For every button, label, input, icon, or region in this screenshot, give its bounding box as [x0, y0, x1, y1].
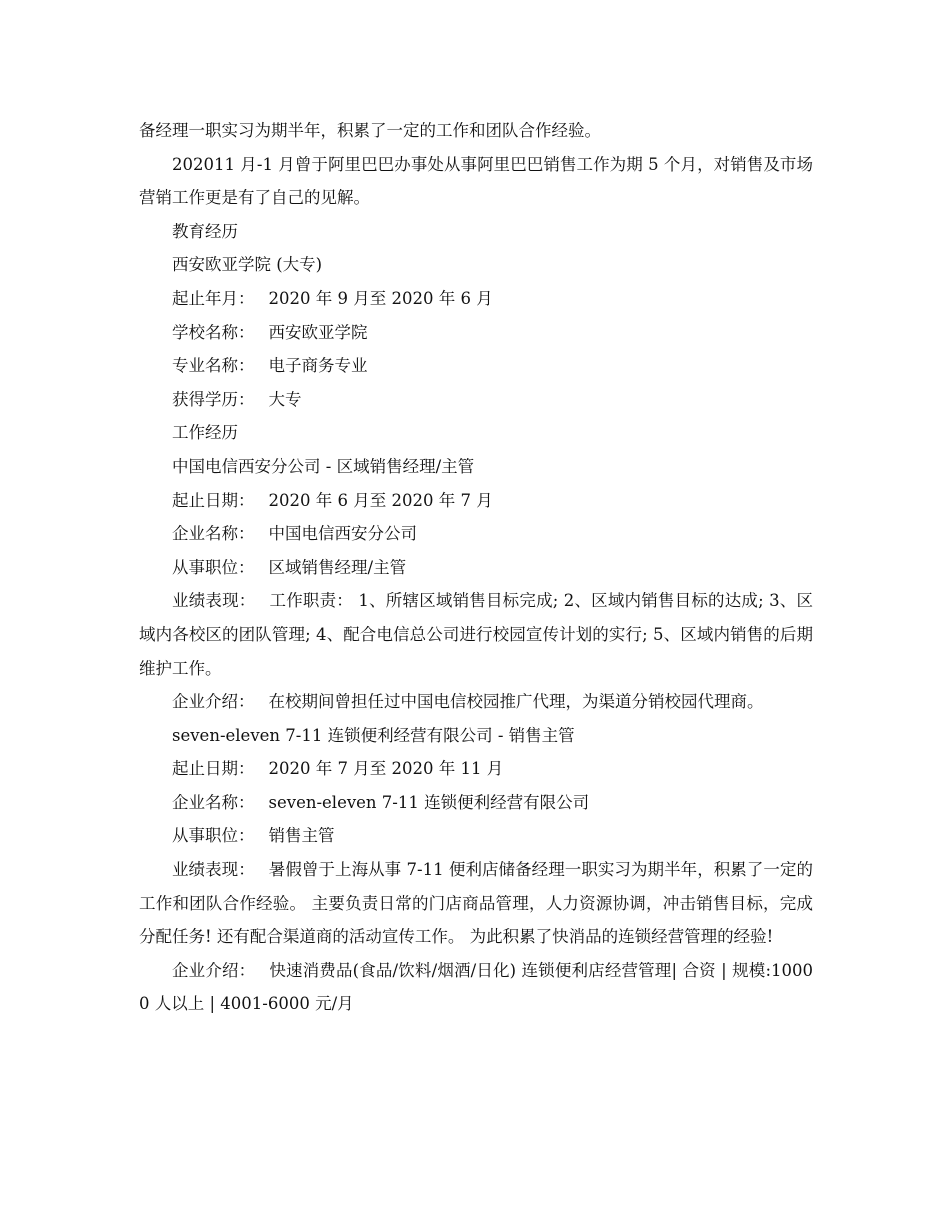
field-value: 2020 年 7 月至 2020 年 11 月 — [268, 759, 504, 779]
field-row — [139, 282, 813, 316]
field-value: 电子商务专业 — [268, 356, 368, 376]
field-label: 获得学历： — [172, 389, 255, 409]
field-row — [139, 819, 813, 853]
field-value: 西安欧亚学院 — [268, 322, 368, 342]
paragraph-text: 202011 月-1 月曾于阿里巴巴办事处从事阿里巴巴销售工作为期 5 个月，对销售及市场营销工作更是有了自己的见解。 — [139, 154, 813, 208]
section-heading-work: 工作经历 — [172, 423, 238, 443]
long-field-paragraph — [139, 685, 813, 719]
field-value: 快速消费品(食品/饮料/烟酒/日化) 连锁便利店经营管理| 合资 | 规模:10000 人以上 | 4001-6000 元/月 — [139, 960, 814, 1014]
field-label: 业绩表现： — [172, 860, 255, 880]
field-label: 企业介绍： — [172, 692, 255, 712]
field-value: 区域销售经理/主管 — [268, 557, 407, 577]
field-label: 起止日期： — [172, 490, 255, 510]
field-label: 企业名称： — [172, 524, 255, 544]
field-label: 企业介绍： — [172, 960, 256, 980]
school-heading: 西安欧亚学院 (大专) — [172, 255, 323, 275]
field-value: 暑假曾于上海从事 7-11 便利店储备经理一职实习为期半年，积累了一定的工作和团队合作经验。 主要负责日常的门店商品管理，人力资源协调，冲击销售目标，完成分配任务! 还有配合渠道商的活动宣传工作。 为此积累了快消品的连锁经营管理的经验! — [139, 860, 814, 947]
job-heading: seven-eleven 7-11 连锁便利经营有限公司 - 销售主管 — [172, 725, 575, 745]
field-label: 从事职位： — [172, 826, 255, 846]
document-body — [139, 114, 813, 1021]
field-row — [139, 551, 813, 585]
field-label: 起止日期： — [172, 759, 255, 779]
field-label: 企业名称： — [172, 792, 255, 812]
continuation-text: 备经理一职实习为期半年，积累了一定的工作和团队合作经验。 — [139, 121, 601, 140]
field-value: 中国电信西安分公司 — [268, 524, 418, 544]
field-label: 业绩表现： — [172, 591, 256, 611]
field-value: 2020 年 9 月至 2020 年 6 月 — [268, 288, 493, 308]
field-row — [139, 517, 813, 551]
field-row — [139, 484, 813, 518]
field-label: 专业名称： — [172, 356, 255, 376]
field-row — [139, 349, 813, 383]
field-label: 起止年月： — [172, 288, 255, 308]
field-row — [139, 316, 813, 350]
field-row — [139, 786, 813, 820]
field-row — [139, 383, 813, 417]
field-row — [139, 752, 813, 786]
field-label: 从事职位： — [172, 557, 255, 577]
long-field-paragraph — [139, 584, 813, 685]
field-value: 工作职责： 1、所辖区域销售目标完成; 2、区域内销售目标的达成; 3、区域内各校区的团队管理; 4、配合电信总公司进行校园宣传计划的实行; 5、区域内销售的后期维护工作。 — [139, 591, 813, 678]
job-heading: 中国电信西安分公司 - 区域销售经理/主管 — [172, 456, 475, 476]
field-value: 2020 年 6 月至 2020 年 7 月 — [268, 490, 493, 510]
long-field-paragraph — [139, 853, 813, 954]
field-value: 在校期间曾担任过中国电信校园推广代理，为渠道分销校园代理商。 — [268, 692, 764, 712]
section-heading-education: 教育经历 — [172, 221, 238, 241]
long-field-paragraph — [139, 954, 813, 1021]
field-value: seven-eleven 7-11 连锁便利经营有限公司 — [268, 792, 590, 812]
field-value: 销售主管 — [268, 826, 335, 846]
field-value: 大专 — [268, 389, 302, 409]
field-label: 学校名称： — [172, 322, 255, 342]
